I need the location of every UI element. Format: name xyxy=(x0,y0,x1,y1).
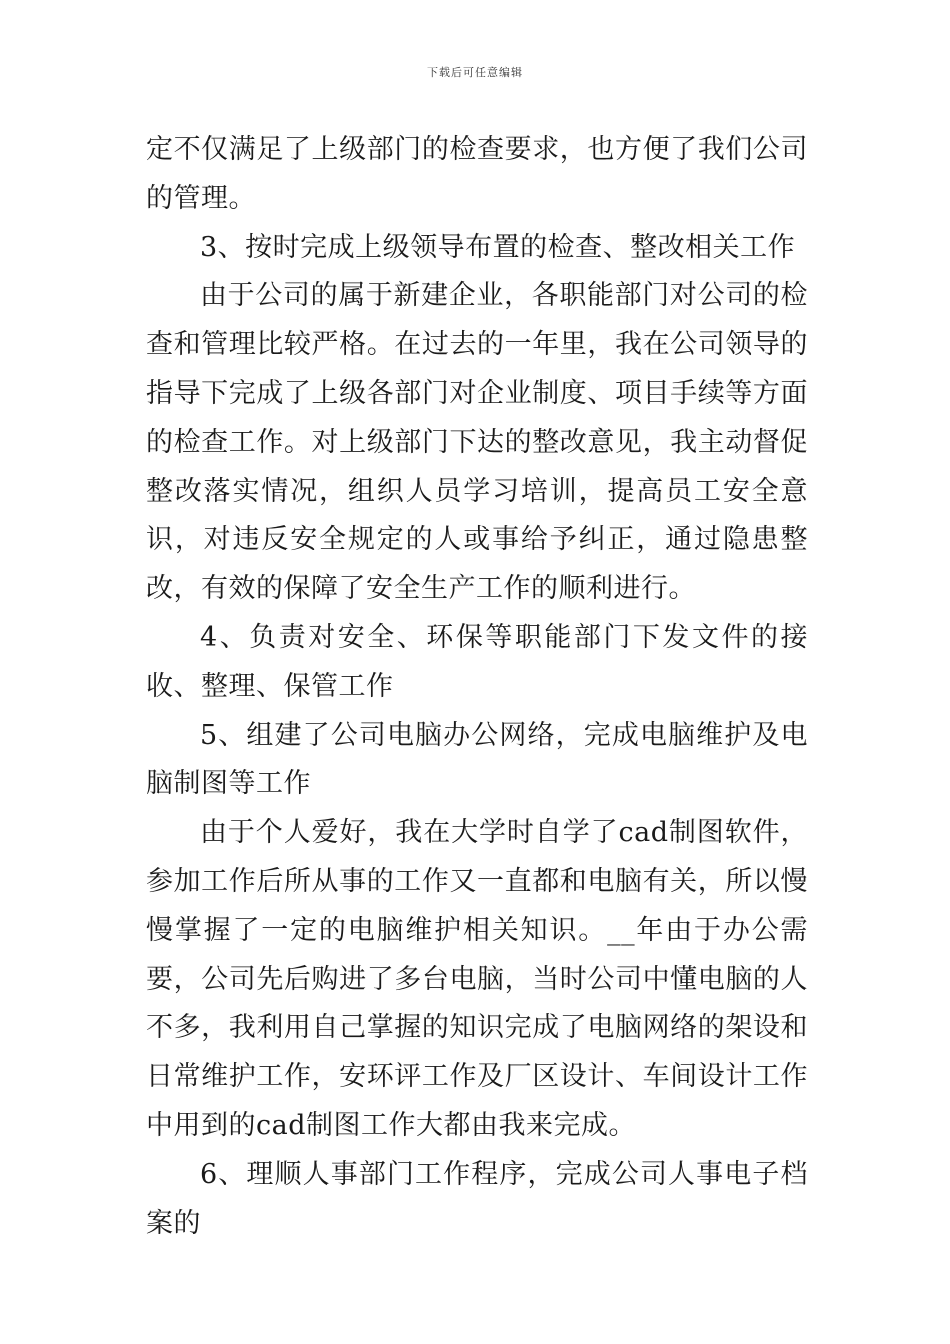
page-header: 下载后可任意编辑 xyxy=(427,66,523,79)
paragraph: 由于个人爱好，我在大学时自学了cad制图软件，参加工作后所从事的工作又一直都和电脑有关，所以慢慢掌握了一定的电脑维护相关知识。__年由于办公需要，公司先后购进了多台电脑，当时公司中懂电脑的人不多，我利用自己掌握的知识完成了电脑网络的架设和日常维护工作，安环评工作及厂区设计、车间设计工作中用到的cad制图工作大都由我来完成。 xyxy=(146,817,808,1141)
paragraph: 3、按时完成上级领导布置的检查、整改相关工作 xyxy=(200,231,796,263)
paragraph: 5、组建了公司电脑办公网络，完成电脑维护及电脑制图等工作 xyxy=(146,719,808,800)
paragraph: 由于公司的属于新建企业，各职能部门对公司的检查和管理比较严格。在过去的一年里，我在公司领导的指导下完成了上级各部门对企业制度、项目手续等方面的检查工作。对上级部门下达的整改意见，我主动督促整改落实情况，组织人员学习培训，提高员工安全意识，对违反安全规定的人或事给予纠正，通过隐患整改，有效的保障了安全生产工作的顺利进行。 xyxy=(146,280,808,605)
document-body xyxy=(146,126,808,1248)
paragraph: 4、负责对安全、环保等职能部门下发文件的接收、整理、保管工作 xyxy=(146,621,808,702)
paragraph: 定不仅满足了上级部门的检查要求，也方便了我们公司的管理。 xyxy=(146,134,808,214)
paragraph: 6、理顺人事部门工作程序，完成公司人事电子档案的 xyxy=(146,1158,808,1239)
